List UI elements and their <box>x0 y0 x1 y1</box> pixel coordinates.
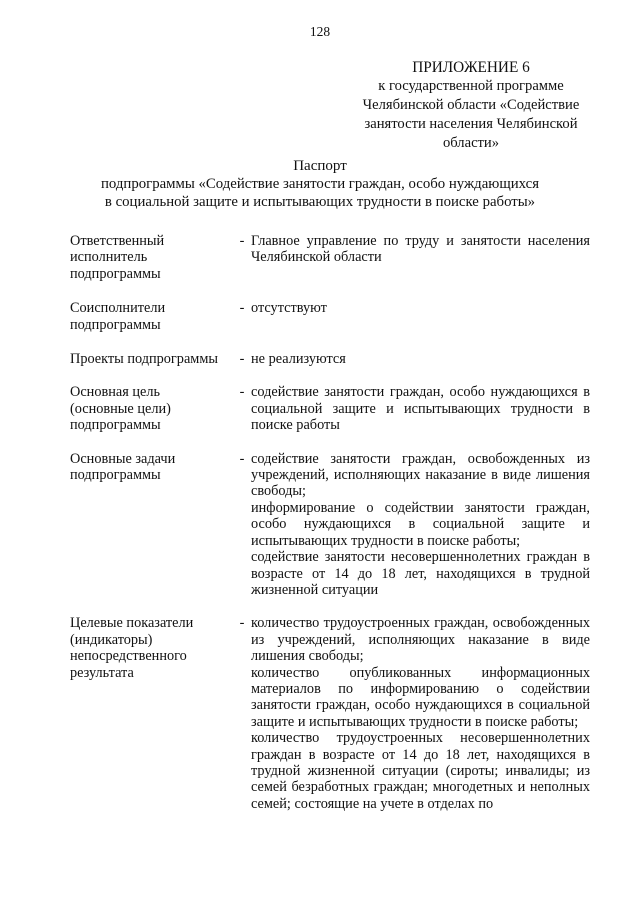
label-line: Ответственный <box>70 233 165 249</box>
row-label <box>70 300 233 333</box>
appendix-line: Челябинской области «Содействие <box>362 97 580 113</box>
label-line: подпрограммы <box>70 265 161 282</box>
label-line: Проекты подпрограммы <box>70 351 218 368</box>
appendix-line: занятости населения Челябинской <box>364 116 578 132</box>
passport-row-projects <box>70 351 590 367</box>
row-dash: - <box>239 233 245 249</box>
row-value <box>251 451 590 599</box>
label-line: (индикаторы) <box>70 631 153 648</box>
label-line: Соисполнители <box>70 300 166 317</box>
value-paragraph: количество опубликованных информационных материалов по информированию о содействии занятости граждан, особо нуждающихся в социальной защите и испытывающих трудности в поиске работы; <box>251 664 590 730</box>
row-dash: - <box>239 450 245 467</box>
value-paragraph: содействие занятости несовершеннолетних граждан в возрасте от 14 до 18 лет, находящихся в трудной жизненной ситуации <box>251 549 590 598</box>
row-value <box>251 351 590 367</box>
row-dash: - <box>239 351 245 368</box>
row-label <box>70 233 233 282</box>
value-paragraph: не реализуются <box>251 351 346 368</box>
label-line: Основные задачи <box>70 450 176 467</box>
label-line: Целевые показатели <box>70 615 194 632</box>
passport-row-co-executors <box>70 300 590 333</box>
row-dash: - <box>239 384 245 401</box>
appendix-title: ПРИЛОЖЕНИЕ 6 <box>412 59 530 76</box>
row-value <box>251 615 590 812</box>
appendix-header <box>352 58 590 153</box>
value-paragraph: содействие занятости граждан, особо нуждающихся в социальной защите и испытывающих трудности в поиске работы <box>251 384 590 434</box>
passport-heading <box>0 157 640 211</box>
passport-subtitle-line: в социальной защите и испытывающих трудности в поиске работы» <box>104 194 536 210</box>
value-paragraph: количество трудоустроенных граждан, освобожденных из учреждений, исполняющих наказание в виде лишения свободы; <box>251 615 590 665</box>
row-dash: - <box>239 615 245 632</box>
appendix-line: области» <box>442 135 500 151</box>
label-line: подпрограммы <box>70 316 161 333</box>
row-value <box>251 384 590 433</box>
passport-table <box>70 233 590 812</box>
row-label <box>70 384 233 433</box>
row-label <box>70 351 233 367</box>
row-label <box>70 615 233 681</box>
value-paragraph: количество трудоустроенных несовершеннолетних граждан в возрасте от 14 до 18 лет, находящихся в трудной жизненной ситуации (сироты; инвалиды; из семей безработных граждан; многодетных и неполных семей; состоящие на учете в отделах по <box>251 730 590 812</box>
label-line: (основные цели) <box>70 400 171 417</box>
value-paragraph: содействие занятости граждан, освобожденных из учреждений, исполняющих наказание в виде лишения свободы; <box>251 450 590 500</box>
passport-row-target-indicators <box>70 615 590 812</box>
row-value <box>251 300 590 316</box>
row-value <box>251 233 590 266</box>
label-line: непосредственного <box>70 648 187 665</box>
label-line: исполнитель <box>70 249 148 266</box>
row-dash: - <box>239 300 245 317</box>
label-line: подпрограммы <box>70 467 161 484</box>
value-paragraph: Главное управление по труду и занятости населения Челябинской области <box>251 233 590 266</box>
row-label <box>70 451 233 484</box>
passport-subtitle-line: подпрограммы «Содействие занятости граждан, особо нуждающихся <box>100 176 539 192</box>
passport-row-responsible <box>70 233 590 282</box>
passport-row-main-tasks <box>70 451 590 599</box>
value-paragraph: отсутствуют <box>251 300 327 317</box>
label-line: подпрограммы <box>70 417 161 434</box>
passport-title: Паспорт <box>293 158 347 174</box>
value-paragraph: информирование о содействии занятости граждан, особо нуждающихся в социальной защите и испытывающих трудности в поиске работы; <box>251 499 590 549</box>
label-line: результата <box>70 664 134 681</box>
appendix-line: к государственной программе <box>378 78 564 94</box>
passport-row-main-goal <box>70 384 590 433</box>
label-line: Основная цель <box>70 384 161 401</box>
page-number: 128 <box>309 24 331 39</box>
